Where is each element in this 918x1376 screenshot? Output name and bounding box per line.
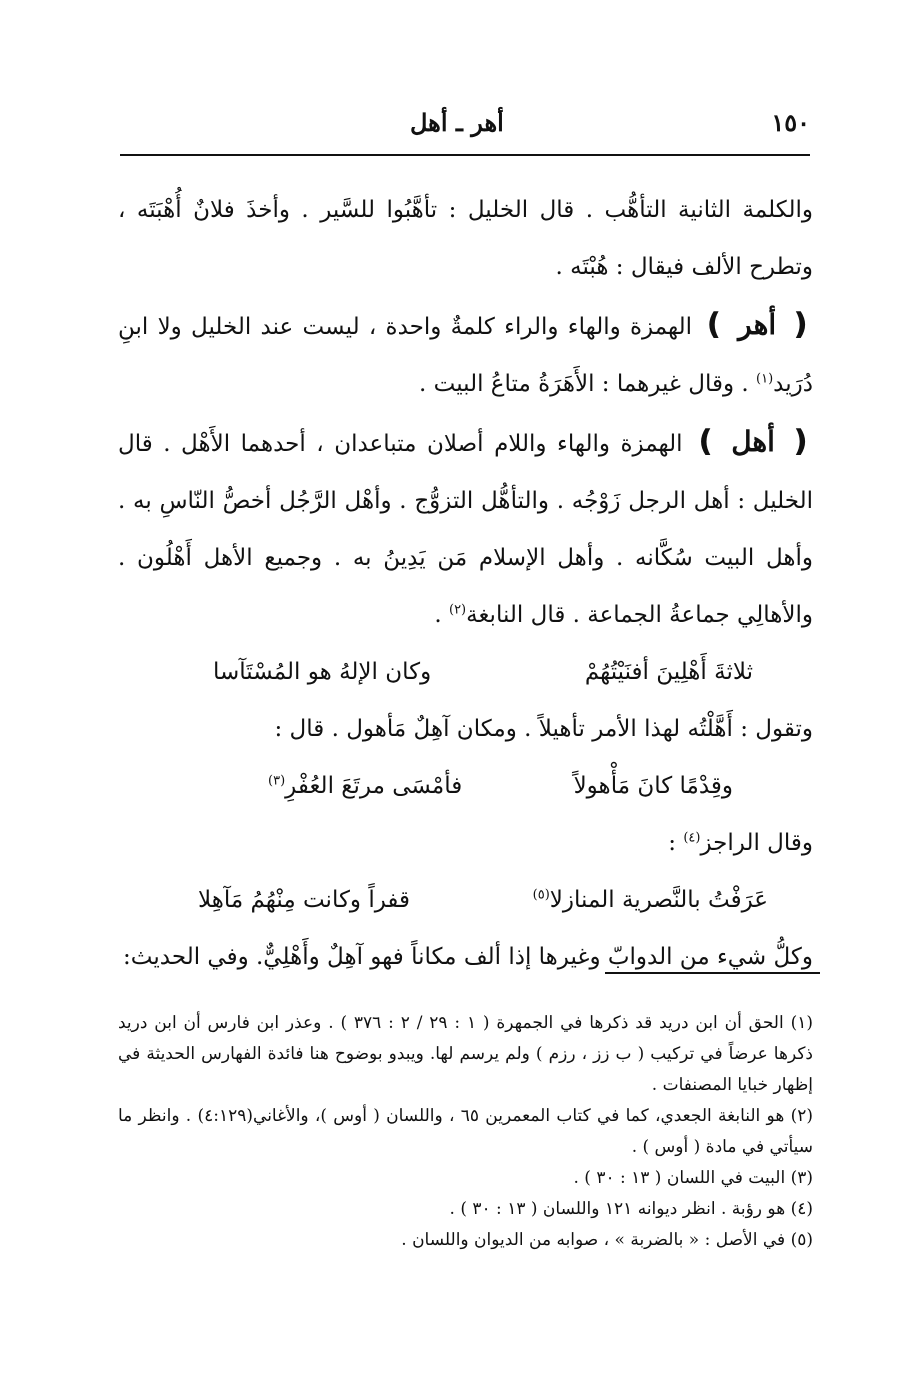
bracket-ornament-open: ❪: [787, 307, 814, 342]
footnotes: [118, 1008, 813, 1256]
page-header: [120, 100, 810, 144]
footnote-number: (٥): [790, 1230, 813, 1250]
entry-ahr: [118, 296, 813, 413]
footnote-ref-4: (٤): [683, 830, 701, 846]
verse-hemistich-left: قفراً وكانت مِنْهُمُ مَآهِلا: [198, 887, 411, 913]
verse-hemistich-right-text: عَرَفْتُ بالنَّصرية المنازلا: [549, 887, 768, 913]
footnote-4: [118, 1194, 813, 1225]
footnote-text: البيت في اللسان ( ١٣ : ٣٠ ) .: [573, 1168, 786, 1188]
paragraph-last: [118, 929, 813, 986]
paragraph-text: والكلمة الثانية التأهُّب . قال الخليل : تأهَّبُوا للسَّير . وأخذَ فلانٌ أُهْبَتَه ، وتطرح الألف فيقال : هُبْتَه .: [118, 197, 813, 280]
entry-headword: [693, 425, 813, 458]
footnote-ref-2: (٢): [448, 602, 467, 618]
entry-text: الهمزة والهاء واللام أصلان متباعدان ، أحدهما الأَهْل . قال الخليل : أهل الرجل زَوْجُه . والتأهُّل التزوُّج . وأهْل الرَّجُل أخصُّ النّاسِ به . وأهل البيت سُكَّانه . وأهل الإسلام مَن يَدِينُ به . وجميع الأهل أَهْلُون . والأهالِي جماعةُ الجماعة . قال النابغة: [118, 431, 813, 628]
verse-2: [118, 758, 813, 815]
entry-text-end: .: [434, 602, 449, 628]
bracket-ornament-open: ❪: [787, 424, 814, 459]
paragraph-text-end: :: [668, 830, 684, 856]
footnote-2: [118, 1101, 813, 1163]
entry-text-continued: . وقال غيرهما : الأَهَرَةُ متاعُ البيت .: [419, 371, 749, 397]
paragraph-text: وقال الراجز: [700, 830, 813, 856]
verse-hemistich-right: وقِدْمًا كانَ مَأْهولاً: [573, 773, 733, 799]
footnote-text: الحق أن ابن دريد قد ذكرها في الجمهرة ( ١ : ٢٩ / ٢ : ٣٧٦ ) . وعذر ابن فارس أن ابن دريد ذكرها عرضاً في تركيب ( ب زز ، رزم ) ولم يرسم لها. ويبدو بوضوح هنا فائدة الفهارس الحديثة في إظهار خبايا المصنفات .: [118, 1013, 813, 1095]
page-number: ١٥٠: [771, 107, 810, 137]
paragraph-text: وكلُّ شيء من الدوابّ وغيرها إذا ألف مكاناً فهو آهِلٌ وأَهْلِيٌّ. وفي الحديث:: [123, 944, 813, 970]
header-rule: [120, 154, 810, 156]
footnote-rule: [605, 972, 820, 974]
footnote-5: [118, 1225, 813, 1256]
entry-ahl: [118, 413, 813, 644]
verse-3: [118, 872, 813, 929]
verse-hemistich-left-text: فأمْسَى مرتَعَ العُفْرِ: [285, 773, 463, 799]
footnote-number: (٣): [790, 1168, 813, 1188]
bracket-ornament-close: ❫: [701, 307, 727, 342]
headword-ahr: أهر: [738, 308, 777, 341]
bracket-ornament-close: ❫: [693, 424, 719, 459]
verse-hemistich-left: [268, 758, 462, 815]
footnote-number: (٤): [790, 1199, 813, 1219]
paragraph-rajiz: [118, 815, 813, 872]
main-text: [118, 182, 813, 986]
verse-hemistich-right: [533, 872, 768, 929]
verse-hemistich-left: وكان الإلهُ هو المُسْتَآسا: [213, 659, 432, 685]
footnote-text: هو رؤبة . انظر ديوانه ١٢١ واللسان ( ١٣ : ٣٠ ) .: [449, 1199, 786, 1219]
verse-hemistich-right: ثلاثةَ أَهْلِينَ أفنَيْتُهُمْ: [584, 659, 753, 685]
running-title: أهر ـ أهل: [410, 107, 504, 137]
footnote-ref-5: (٥): [532, 887, 550, 903]
paragraph-tahil: [118, 701, 813, 758]
footnote-3: [118, 1163, 813, 1194]
paragraph-tahab: [118, 182, 813, 296]
footnote-1: [118, 1008, 813, 1101]
verse-1: [118, 644, 813, 701]
footnote-text: هو النابغة الجعدي، كما في كتاب المعمرين ٦٥ ، واللسان ( أوس )، والأغاني(٤:١٢٩) . وانظر ما سيأتي في مادة ( أوس ) .: [118, 1106, 813, 1157]
footnote-text: في الأصل : « بالضربة » ، صوابه من الديوان واللسان .: [401, 1230, 786, 1250]
footnote-number: (١): [790, 1013, 813, 1033]
entry-headword: [701, 308, 813, 341]
headword-ahl: أهل: [731, 425, 775, 458]
entry-text: الهمزة والهاء والراء كلمةٌ واحدة ، ليست عند الخليل ولا ابنِ دُرَيد: [118, 314, 813, 397]
footnote-number: (٢): [790, 1106, 814, 1126]
paragraph-text: وتقول : أَهَّلْتُه لهذا الأمر تأهيلاً . ومكان آهِلٌ مَأهول . قال :: [274, 716, 813, 742]
footnote-ref-3: (٣): [268, 773, 286, 789]
footnote-ref-1: (١): [756, 371, 774, 387]
